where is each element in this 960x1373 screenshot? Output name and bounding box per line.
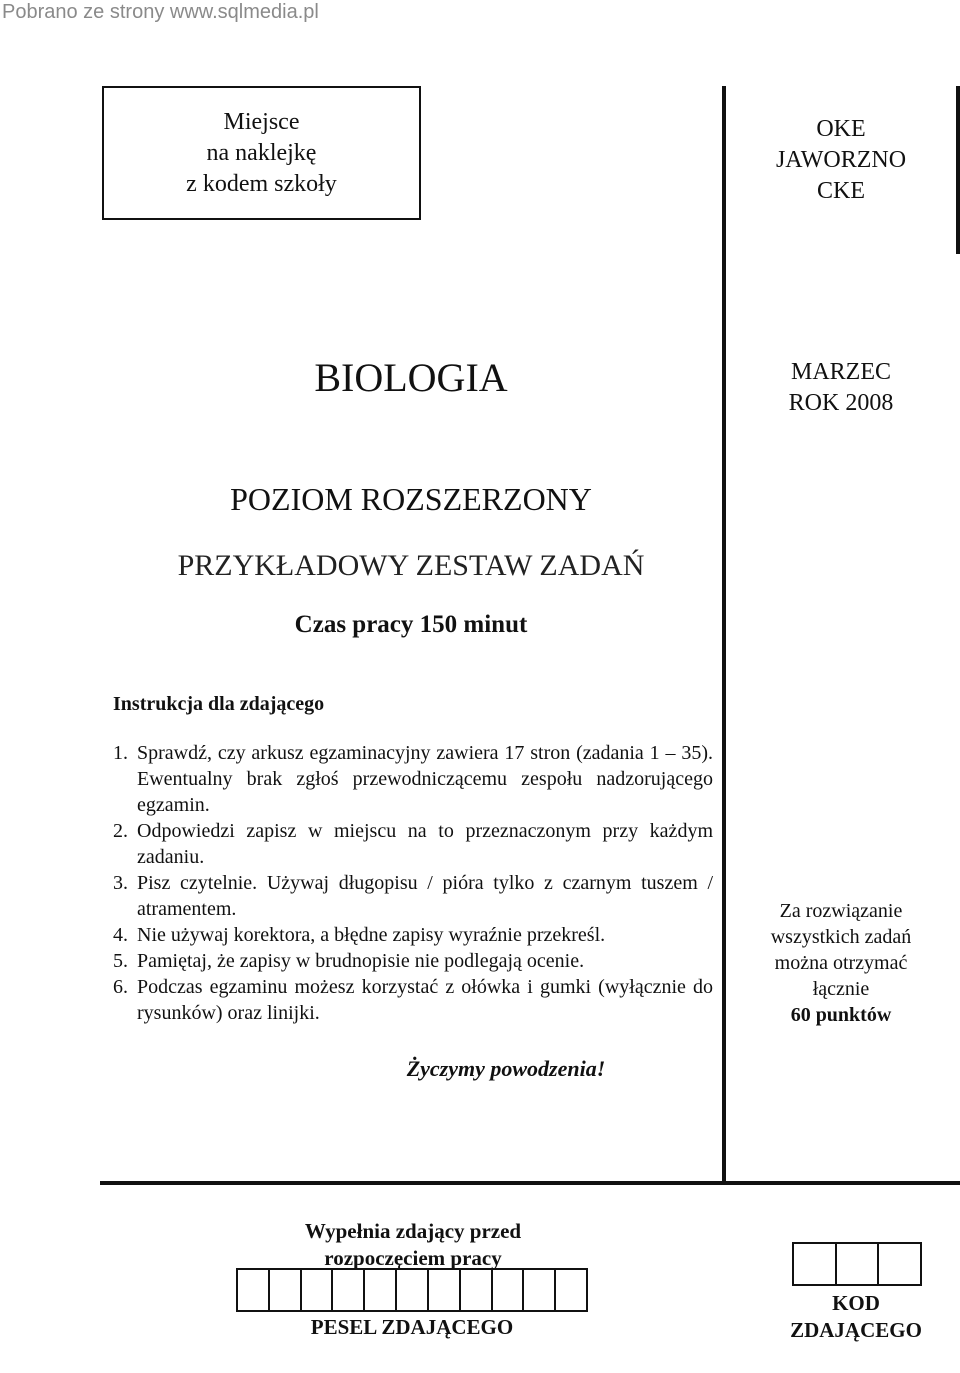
score-note-line: Za rozwiązanie — [779, 900, 903, 922]
pesel-digit-cell[interactable] — [333, 1270, 365, 1310]
pesel-label: PESEL ZDAJĄCEGO — [310, 1315, 514, 1339]
fill-note-line: Wypełnia zdający przed — [304, 1219, 522, 1243]
code-label-line: KOD — [832, 1291, 880, 1315]
code-digit-cell[interactable] — [879, 1244, 920, 1284]
set-title: PRZYKŁADOWY ZESTAW ZADAŃ — [177, 549, 645, 582]
school-sticker-box — [102, 86, 421, 220]
instructions-heading: Instrukcja dla zdającego — [113, 693, 325, 715]
score-note — [726, 898, 956, 1028]
date-line: ROK 2008 — [788, 390, 894, 416]
watermark-text: Pobrano ze strony www.sqlmedia.pl — [2, 1, 319, 23]
instruction-text: Nie używaj korektora, a błędne zapisy wyraźnie przekreśl. — [137, 924, 606, 946]
instruction-number: 1. — [113, 742, 128, 764]
good-luck-message: Życzymy powodzenia! — [406, 1056, 606, 1081]
pesel-digit-cell[interactable] — [302, 1270, 334, 1310]
instruction-item — [113, 922, 713, 948]
exam-level: POZIOM ROZSZERZONY — [230, 481, 592, 517]
right-edge-divider — [956, 86, 960, 254]
code-input-grid[interactable] — [792, 1242, 922, 1286]
code-digit-cell[interactable] — [837, 1244, 880, 1284]
instruction-item — [113, 818, 713, 870]
instruction-item — [113, 948, 713, 974]
pesel-digit-cell[interactable] — [238, 1270, 270, 1310]
subject-title: BIOLOGIA — [314, 355, 508, 400]
school-sticker-line: na naklejkę — [206, 139, 317, 166]
date-line: MARZEC — [790, 359, 891, 385]
pesel-digit-cell[interactable] — [556, 1270, 586, 1310]
instruction-text: Podczas egzaminu możesz korzystać z ołówka i gumki (wyłącznie do rysunków) oraz linijki. — [137, 976, 713, 1024]
instruction-text: Odpowiedzi zapisz w miejscu na to przeznaczonym przy każdym zadaniu. — [137, 820, 713, 868]
score-note-line: wszystkich zadań — [770, 926, 912, 948]
code-label-line: ZDAJĄCEGO — [790, 1318, 922, 1342]
pesel-input-grid[interactable] — [236, 1268, 588, 1312]
commission-line: JAWORZNO — [775, 147, 907, 173]
instruction-text: Sprawdź, czy arkusz egzaminacyjny zawiera 17 stron (zadania 1 – 35). Ewentualny brak zgłoś przewodniczącemu zespołu nadzorującego egzamin. — [137, 742, 713, 816]
instructions-list — [113, 740, 713, 1026]
code-digit-cell[interactable] — [794, 1244, 837, 1284]
score-note-line: łącznie — [812, 978, 870, 1000]
pesel-digit-cell[interactable] — [270, 1270, 302, 1310]
instruction-number: 4. — [113, 924, 128, 946]
exam-duration: Czas pracy 150 minut — [294, 611, 528, 638]
pesel-digit-cell[interactable] — [493, 1270, 525, 1310]
school-sticker-line: Miejsce — [223, 108, 300, 135]
total-points: 60 punktów — [790, 1004, 892, 1026]
fill-note-line: rozpoczęciem pracy — [324, 1246, 502, 1270]
score-note-line: można otrzymać — [774, 952, 908, 974]
pesel-digit-cell[interactable] — [461, 1270, 493, 1310]
instruction-number: 2. — [113, 820, 128, 842]
pesel-digit-cell[interactable] — [365, 1270, 397, 1310]
instruction-text: Pisz czytelnie. Używaj długopisu / pióra tylko z czarnym tuszem / atramentem. — [137, 872, 713, 920]
fill-note — [260, 1218, 566, 1272]
instruction-text: Pamiętaj, że zapisy w brudnopisie nie podlegają ocenie. — [137, 950, 585, 972]
instruction-item — [113, 740, 713, 818]
exam-date — [726, 357, 956, 419]
commission-line: CKE — [817, 178, 865, 204]
commission-line: OKE — [816, 116, 866, 142]
pesel-digit-cell[interactable] — [524, 1270, 556, 1310]
instruction-number: 5. — [113, 950, 128, 972]
instruction-item — [113, 870, 713, 922]
commission-block — [726, 114, 956, 207]
horizontal-divider — [100, 1181, 960, 1185]
instruction-item — [113, 974, 713, 1026]
school-sticker-line: z kodem szkoły — [186, 170, 337, 197]
instruction-number: 3. — [113, 872, 128, 894]
instruction-number: 6. — [113, 976, 128, 998]
code-label — [756, 1290, 956, 1344]
pesel-digit-cell[interactable] — [429, 1270, 461, 1310]
pesel-digit-cell[interactable] — [397, 1270, 429, 1310]
